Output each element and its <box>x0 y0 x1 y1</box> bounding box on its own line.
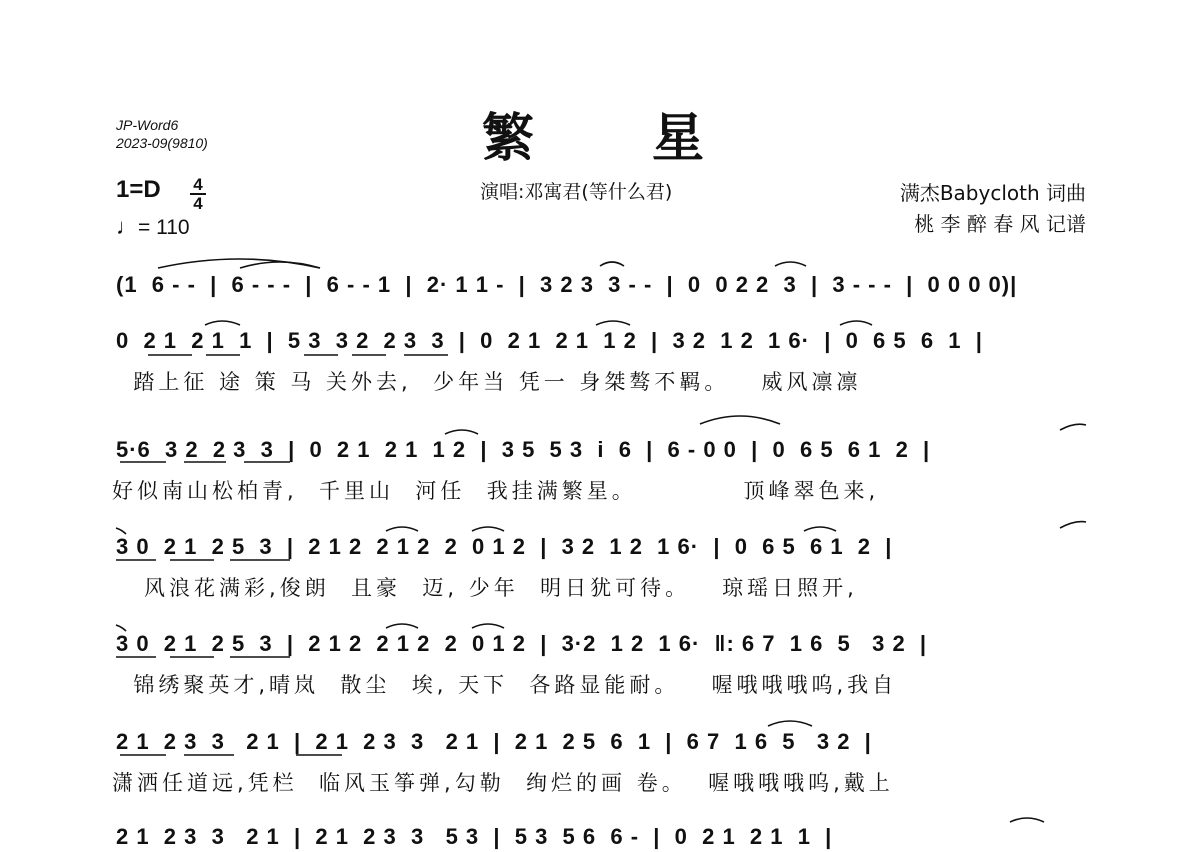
score-line-6-lyrics: 潇洒任道远,凭栏 临风玉筝弹,勾勒 绚烂的画 卷。 喔哦哦哦呜,戴上 <box>112 771 894 795</box>
tie-arc <box>116 625 126 631</box>
score-line-3-lyrics: 好似南山松柏青, 千里山 河任 我挂满繁星。 顶峰翠色来, <box>112 479 880 503</box>
score-line-2-notes: 0 2 1 2 1 1 | 5 3 3 2 2 3 3 | 0 2 1 2 1 1 2 | 3 2 1 2 1 6· | 0 6 5 6 1 | <box>116 328 983 353</box>
slur-arc <box>205 321 240 325</box>
composer-credit: 满杰Babycloth 词曲 <box>899 181 1086 205</box>
slur-arc <box>386 527 418 531</box>
score-line-3-notes: 5·6 3 2 2 3 3 | 0 2 1 2 1 1 2 | 3 5 5 3 i 6 | 6 - 0 0 | 0 6 5 6 1 2 | <box>116 437 931 462</box>
slur-arc <box>472 624 504 628</box>
tie-arc <box>1060 522 1086 528</box>
slur-arc <box>445 430 478 434</box>
singer-credit: 演唱:邓寓君(等什么君) <box>480 181 673 203</box>
score-line-6-notes: 2 1 2 3 3 2 1 | 2 1 2 3 3 2 1 | 2 1 2 5 6 1 | 6 7 1 6 5 3 2 | <box>116 729 872 754</box>
key-signature: 1=D <box>116 176 161 203</box>
software-version: 2023-09(9810) <box>116 135 208 151</box>
score-line-2-lyrics: 踏上征 途 策 马 关外去, 少年当 凭一 身桀骜不羁。 威风凛凛 <box>112 370 862 394</box>
tie-arc <box>116 528 126 534</box>
tie-arc <box>240 262 320 268</box>
score-line-1-notes: (1 6 - - | 6 - - - | 6 - - 1 | 2· 1 1 - | 3 2 3 3 - - | 0 0 2 2 3 | 3 - - - | 0 0 0 0)| <box>116 272 1018 297</box>
tempo-value: = 110 <box>138 216 190 239</box>
slur-arc <box>804 527 836 531</box>
slur-arc <box>472 527 504 531</box>
score-line-4-lyrics: 风浪花满彩,俊朗 且豪 迈, 少年 明日犹可待。 琼瑶日照开, <box>112 576 858 600</box>
tie-arc <box>700 416 780 424</box>
time-signature-bottom: 4 <box>193 194 203 213</box>
transcriber-credit: 桃 李 醉 春 风 记谱 <box>914 212 1086 236</box>
score-line-4-notes: 3 0 2 1 2 5 3 | 2 1 2 2 1 2 2 0 1 2 | 3 2 1 2 1 6· | 0 6 5 6 1 2 | <box>116 534 893 559</box>
song-title: 繁星 <box>482 108 823 169</box>
software-name: JP-Word6 <box>116 117 179 133</box>
slur-arc <box>1010 818 1044 822</box>
slur-arc <box>840 321 872 325</box>
slur-arc <box>775 262 806 266</box>
tie-arc <box>1060 424 1086 430</box>
slur-arc <box>768 721 812 726</box>
slur-arc <box>386 624 418 628</box>
score-line-5-notes: 3 0 2 1 2 5 3 | 2 1 2 2 1 2 2 0 1 2 | 3·2 1 2 1 6· ‖: 6 7 1 6 5 3 2 | <box>116 631 928 656</box>
quarter-note-icon: ♩ <box>116 214 138 239</box>
slur-arc <box>600 262 624 266</box>
time-signature-top: 4 <box>193 175 203 194</box>
score-line-7-notes: 2 1 2 3 3 2 1 | 2 1 2 3 3 5 3 | 5 3 5 6 6 - | 0 2 1 2 1 1 | <box>116 824 833 849</box>
score-line-5-lyrics: 锦绣聚英才,晴岚 散尘 埃, 天下 各路显能耐。 喔哦哦哦呜,我自 <box>112 673 898 697</box>
slur-arc <box>596 321 630 325</box>
